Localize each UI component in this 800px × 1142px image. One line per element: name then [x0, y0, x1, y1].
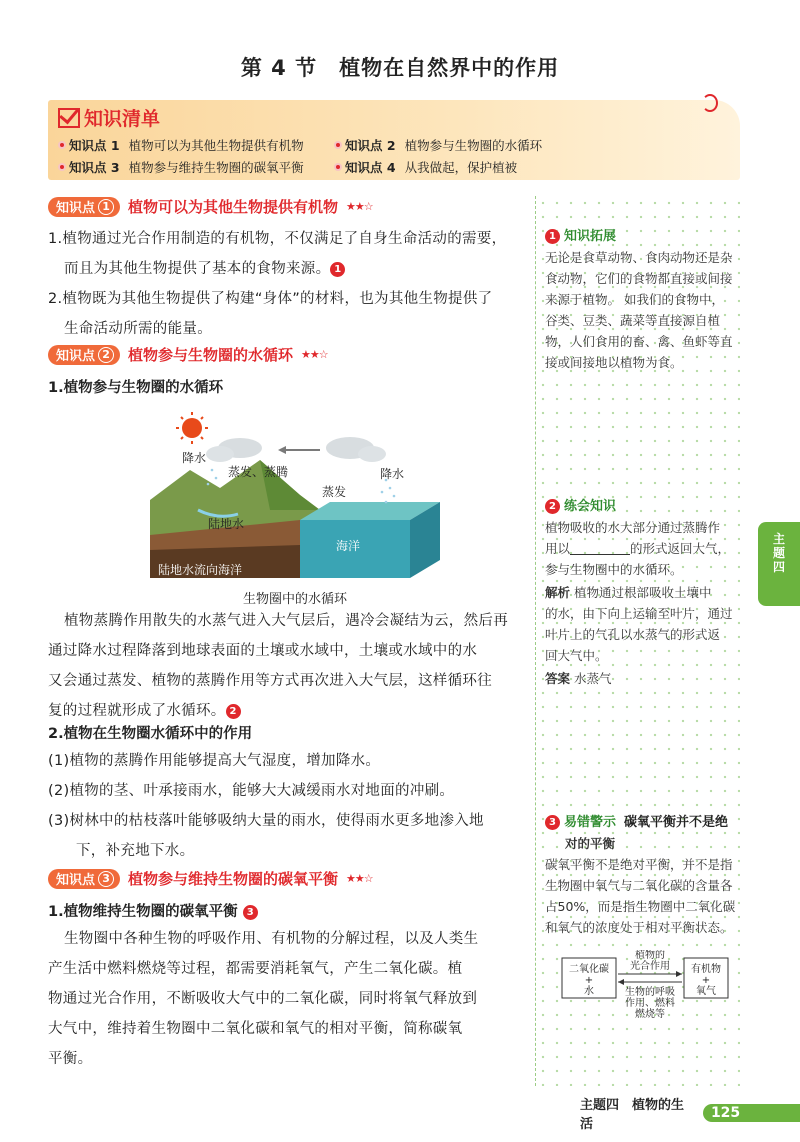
svg-text:二氧化碳: 二氧化碳: [569, 964, 609, 975]
marker-icon: 3: [243, 905, 258, 920]
bullet-icon: [58, 141, 66, 149]
label-ocean: 海洋: [336, 539, 361, 553]
bullet-icon: [334, 141, 342, 149]
s2-subheading-2: 2.植物在生物圈水循环中的作用: [48, 726, 253, 742]
side-card-extension: 1 知识拓展 无论是食草动物、食肉动物还是杂 食动物，它们的食物都直接或间接 来源于植物。 如我们的食物中， 谷类、豆类、蔬菜等直接源自植 物，人们食用的畜、禽、鱼虾等直 接或间接地以植物为食。: [545, 229, 733, 370]
svg-text:水: 水: [584, 986, 594, 997]
chapter-tab[interactable]: 主 题 四: [758, 522, 800, 606]
knowledge-list-box: [48, 100, 740, 180]
knowledge-item: 知识点 3 植物参与维持生物圈的碳氧平衡: [58, 158, 334, 176]
side-card-practice: 2 练会知识 植物吸收的水大部分通过蒸腾作 用以 的形式返回大气， 参与生物圈中的水循环。 解析 植物通过根部吸收土壤中 的水，由下向上运输至叶片，通过 叶片上的气孔以水蒸气的形式返 回大气中。 答案 水蒸气: [545, 499, 733, 686]
water-cycle-figure: [150, 410, 440, 582]
section-header-2: 知识点 2 植物参与生物圈的水循环 ★★☆: [48, 344, 328, 365]
svg-text:+: +: [701, 975, 711, 986]
star-rating-icon: ★★☆: [346, 872, 373, 885]
s3-subheading-1: 1.植物维持生物圈的碳氧平衡 3: [48, 900, 258, 921]
s2-paragraph: 植物蒸腾作用散失的水蒸气进入大气层后，遇冷会凝结为云，然后再 通过降水过程降落到地球表面的土壤或水域中，土壤或水域中的水 又会通过蒸发、植物的蒸腾作用等方式再次进入大气层，这样循环往 复的过程就形成了水循环。 2: [48, 613, 508, 719]
svg-text:作用、燃料: 作用、燃料: [625, 998, 675, 1009]
star-rating-icon: ★★☆: [301, 348, 328, 361]
answer-blank: [570, 541, 630, 555]
s1-paragraph: 1.植物通过光合作用制造的有机物，不仅满足了自身生命活动的需要， 而且为其他生物提供了基本的食物来源。 1 2.植物既为其他生物提供了构建“身体”的材料，也为其他生物提供了 生命活动所需的能量。: [48, 231, 507, 337]
label-rain: 降水: [182, 451, 207, 465]
side-card-warning: 3 易错警示 碳氧平衡并不是绝 对的平衡 碳氧平衡不是绝对平衡，并不是指 生物圈中氧气与二氧化碳的含量各 占50%，而是指生物圈中二氧化碳 和氧气的浓度处于相对平衡状态。: [545, 815, 736, 935]
bullet-icon: [334, 163, 342, 171]
knowledge-list-header: 知识清单: [58, 104, 160, 131]
section-header-1: 知识点 1 植物可以为其他生物提供有机物 ★★☆: [48, 196, 373, 217]
label-evaporation-transpiration: 蒸发、蒸腾: [228, 465, 289, 479]
label-land-water-to-ocean: 陆地水流向海洋: [158, 563, 243, 577]
marker-icon: 2: [226, 704, 241, 719]
page-footer: [580, 1094, 800, 1132]
label-rain-2: 降水: [380, 467, 405, 481]
knowledge-item: 知识点 4 从我做起，保护植被: [334, 158, 610, 176]
s3-paragraph: 生物圈中各种生物的呼吸作用、有机物的分解过程，以及人类生 产生活中燃料燃烧等过程，都需要消耗氧气，产生二氧化碳。植 物通过光合作用，不断吸收大气中的二氧化碳，同时将氧气释放到 大气中，维持着生物圈中二氧化碳和氧气的相对平衡，简称碳氧 平衡。: [48, 931, 479, 1067]
svg-text:有机物: 有机物: [691, 964, 721, 975]
svg-text:光合作用: 光合作用: [630, 961, 670, 972]
section-header-3: 知识点 3 植物参与维持生物圈的碳氧平衡 ★★☆: [48, 868, 373, 889]
s2-subheading-1: 1.植物参与生物圈的水循环: [48, 380, 224, 396]
s2-list: (1)植物的蒸腾作用能够提高大气湿度，增加降水。 (2)植物的茎、叶承接雨水，能够大大减缓雨水对地面的冲刷。 (3)树林中的枯枝落叶能够吸纳大量的雨水，使得雨水更多地渗入地 下，补充地下水。: [48, 753, 484, 859]
section-number: 第 4 节: [240, 56, 318, 80]
label-land-water: 陆地水: [208, 517, 245, 531]
label-evaporation: 蒸发: [322, 485, 347, 499]
section-title: 植物在自然界中的作用: [339, 56, 560, 80]
svg-text:燃烧等: 燃烧等: [635, 1009, 665, 1020]
page-title: [0, 52, 800, 82]
footer-chapter: 主题四 植物的生活: [580, 1098, 685, 1132]
svg-text:+: +: [584, 975, 594, 986]
knowledge-item: 知识点 1 植物可以为其他生物提供有机物: [58, 136, 334, 154]
carbon-oxygen-diagram: [560, 950, 730, 1028]
svg-text:氧气: 氧气: [696, 986, 716, 997]
star-rating-icon: ★★☆: [346, 200, 373, 213]
page-number: 125: [703, 1104, 800, 1122]
svg-text:植物的: 植物的: [635, 950, 665, 961]
marker-icon: 1: [330, 262, 345, 277]
svg-text:生物的呼吸: 生物的呼吸: [625, 987, 675, 998]
curl-icon: [702, 94, 718, 112]
figure-caption: 生物圈中的水循环: [242, 592, 347, 607]
knowledge-item: 知识点 2 植物参与生物圈的水循环: [334, 136, 610, 154]
bullet-icon: [58, 163, 66, 171]
checkmark-icon: [58, 108, 80, 128]
